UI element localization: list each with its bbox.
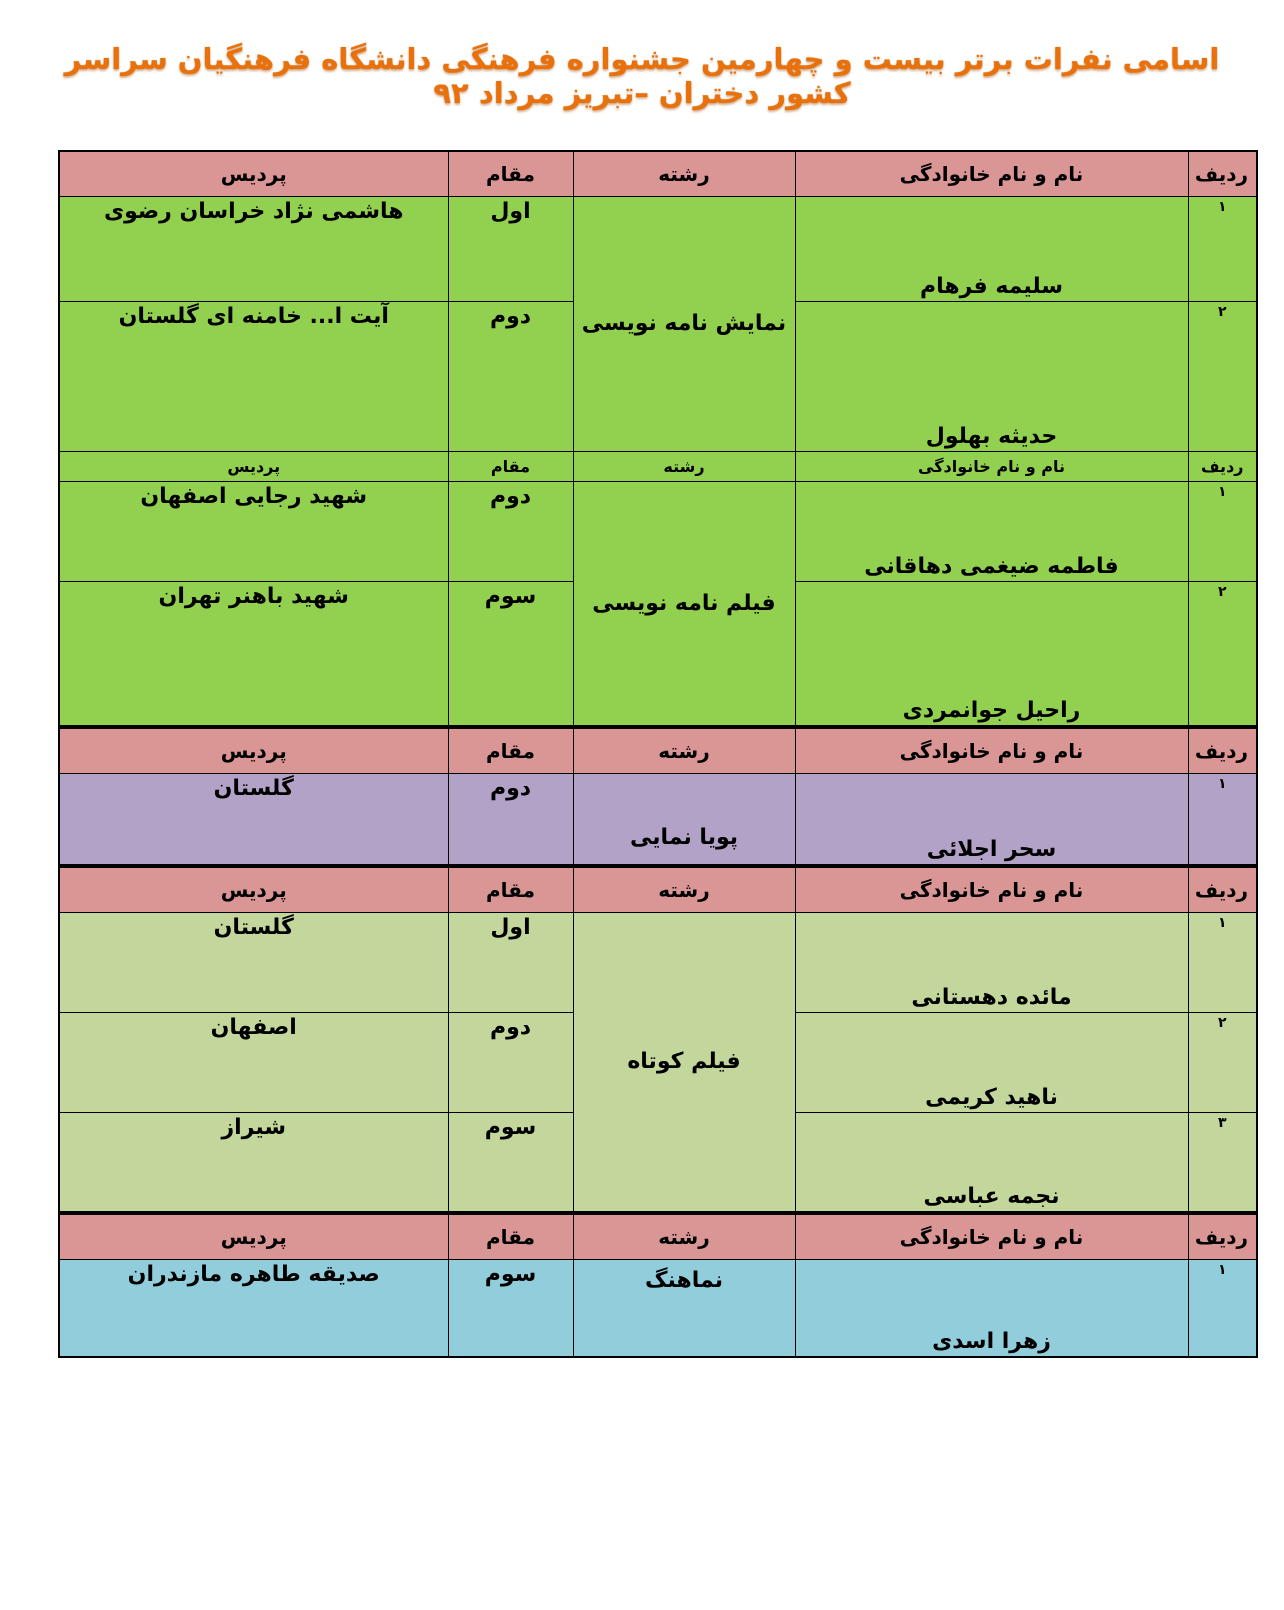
rank-cell: اول [448, 196, 573, 301]
rownum-cell: ۱ [1188, 481, 1257, 581]
col-header-field: رشته [573, 1214, 795, 1259]
col-header-campus: پردیس [59, 728, 448, 773]
table-header-row [59, 867, 1257, 912]
name-cell: ناهید کریمی [795, 1012, 1188, 1112]
name-cell: سحر اجلائی [795, 773, 1188, 865]
col-header-campus: پردیس [59, 1214, 448, 1259]
rank-cell: سوم [448, 581, 573, 726]
col-header-field: رشته [573, 867, 795, 912]
col-header-field: رشته [573, 151, 795, 196]
campus-cell: شهید باهنر تهران [59, 581, 448, 726]
col-header-rank: مقام [448, 728, 573, 773]
col-header-row: ردیف [1188, 728, 1257, 773]
col-header-row: ردیف [1188, 1214, 1257, 1259]
campus-cell: اصفهان [59, 1012, 448, 1112]
name-cell: فاطمه ضیغمی دهاقانی [795, 481, 1188, 581]
table-short-film [58, 866, 1258, 1213]
table-row [59, 196, 1257, 301]
campus-cell: گلستان [59, 773, 448, 865]
rownum-cell: ۳ [1188, 1112, 1257, 1212]
name-cell: نجمه عباسی [795, 1112, 1188, 1212]
rownum-cell: ۲ [1188, 301, 1257, 451]
field-cell: نماهنگ [573, 1259, 795, 1357]
rownum-cell: ۱ [1188, 196, 1257, 301]
col-header-name: نام و نام خانوادگی [795, 867, 1188, 912]
campus-cell: شیراز [59, 1112, 448, 1212]
field-cell: نمایش نامه نویسی [573, 196, 795, 451]
col-header-row: ردیف [1188, 867, 1257, 912]
table-row [59, 481, 1257, 581]
rownum-cell: ۲ [1188, 1012, 1257, 1112]
rank-cell: دوم [448, 301, 573, 451]
col-header-campus: پردیس [59, 151, 448, 196]
table-row [59, 912, 1257, 1012]
field-cell: فیلم نامه نویسی [573, 481, 795, 726]
table-header-row [59, 1214, 1257, 1259]
field-cell: فیلم کوتاه [573, 912, 795, 1212]
campus-cell: آیت ا... خامنه ای گلستان [59, 301, 448, 451]
rank-cell: دوم [448, 481, 573, 581]
col-header-name: نام و نام خانوادگی [795, 451, 1188, 481]
col-header-name: نام و نام خانوادگی [795, 1214, 1188, 1259]
col-header-field: رشته [573, 451, 795, 481]
col-header-rank: مقام [448, 1214, 573, 1259]
rank-cell: سوم [448, 1259, 573, 1357]
campus-cell: هاشمی نژاد خراسان رضوی [59, 196, 448, 301]
col-header-row: ردیف [1188, 151, 1257, 196]
name-cell: راحیل جوانمردی [795, 581, 1188, 726]
name-cell: مائده دهستانی [795, 912, 1188, 1012]
col-header-rank: مقام [448, 451, 573, 481]
rownum-cell: ۲ [1188, 581, 1257, 726]
col-header-name: نام و نام خانوادگی [795, 728, 1188, 773]
rank-cell: اول [448, 912, 573, 1012]
col-header-name: نام و نام خانوادگی [795, 151, 1188, 196]
table-playwriting-screenwriting [58, 150, 1258, 727]
field-cell: پویا نمایی [573, 773, 795, 865]
campus-cell: شهید رجایی اصفهان [59, 481, 448, 581]
campus-cell: گلستان [59, 912, 448, 1012]
rownum-cell: ۱ [1188, 912, 1257, 1012]
col-header-campus: پردیس [59, 867, 448, 912]
col-header-row: ردیف [1188, 451, 1257, 481]
rank-cell: سوم [448, 1112, 573, 1212]
table-music-video [58, 1213, 1258, 1358]
col-header-campus: پردیس [59, 451, 448, 481]
table-animation [58, 727, 1258, 866]
col-header-rank: مقام [448, 867, 573, 912]
campus-cell: صدیقه طاهره مازندران [59, 1259, 448, 1357]
name-cell: سلیمه فرهام [795, 196, 1188, 301]
table-row [59, 1259, 1257, 1357]
rank-cell: دوم [448, 773, 573, 865]
rank-cell: دوم [448, 1012, 573, 1112]
rownum-cell: ۱ [1188, 773, 1257, 865]
col-header-rank: مقام [448, 151, 573, 196]
table-header-row [59, 151, 1257, 196]
table-row [59, 773, 1257, 865]
name-cell: زهرا اسدی [795, 1259, 1188, 1357]
col-header-field: رشته [573, 728, 795, 773]
table-subheader-row [59, 451, 1257, 481]
table-header-row [59, 728, 1257, 773]
page-title: اسامی نفرات برتر بیست و چهارمین جشنواره فرهنگی دانشگاه فرهنگیان سراسر کشور دختران –تبریز مرداد ۹۲ [64, 42, 1220, 110]
name-cell: حدیثه بهلول [795, 301, 1188, 451]
rownum-cell: ۱ [1188, 1259, 1257, 1357]
